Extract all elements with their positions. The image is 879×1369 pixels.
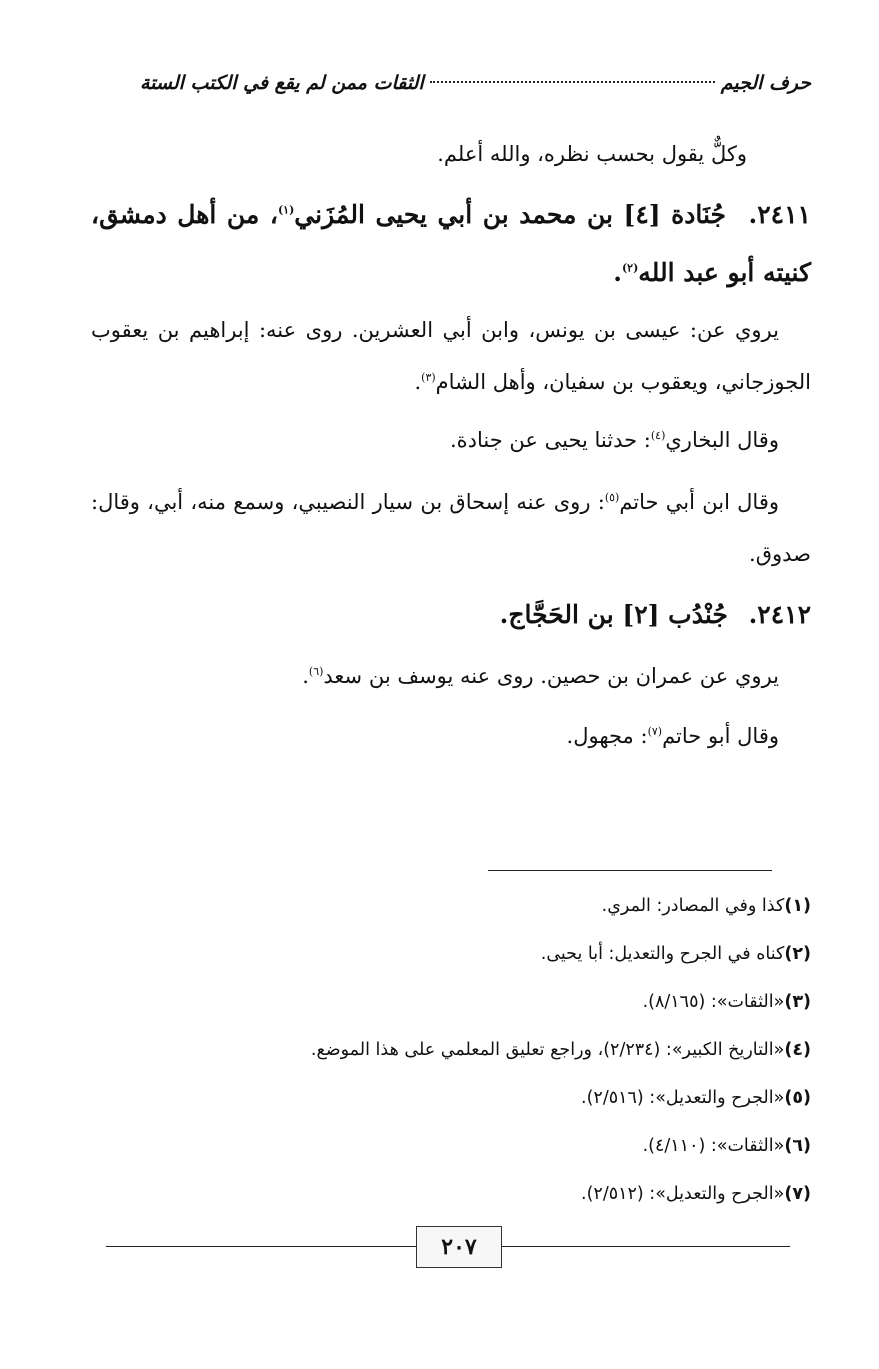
entry-heading-2412: [91, 586, 811, 644]
running-header: [140, 72, 811, 106]
footnote-ref: (٤): [650, 429, 666, 442]
entry-heading-end: .: [613, 258, 622, 287]
paragraph-text: وقال أبو حاتم: [662, 724, 779, 748]
entry-2411-paragraph-2: [91, 414, 811, 466]
paragraph-end: .: [302, 664, 309, 688]
paragraph-text: يروي عن: عيسى بن يونس، وابن أبي العشرين. روى عنه: إبراهيم بن يعقوب الجوزجاني، ويعقوب بن سفيان، وأهل الشام: [91, 318, 811, 394]
footnote-number: (٥): [784, 1088, 811, 1108]
footnote-text: «الثقات»: (٤/١١٠).: [642, 1136, 785, 1156]
footnote-item: [91, 978, 811, 1026]
entry-2411-paragraph-1: [91, 304, 811, 408]
entry-2411-paragraph-3: [91, 476, 811, 580]
footnote-number: (٧): [784, 1184, 811, 1204]
footnote-text: «الثقات»: (٨/١٦٥).: [642, 992, 785, 1012]
footnote-text: «التاريخ الكبير»: (٢/٢٣٤)، وراجع تعليق المعلمي على هذا الموضع.: [310, 1040, 785, 1060]
footer-rule-right: [500, 1246, 790, 1247]
paragraph-end: .: [414, 370, 422, 394]
header-chapter-title: حرف الجيم: [720, 72, 811, 94]
footnote-ref: (١): [277, 203, 295, 217]
footnote-ref: (٣): [421, 371, 436, 384]
footnote-number: (٢): [784, 944, 811, 964]
paragraph-text: : حدثنا يحيى عن جنادة.: [449, 428, 651, 452]
paragraph-text: وقال ابن أبي حاتم: [619, 490, 779, 514]
footnote-item: [91, 1122, 811, 1170]
page-number: ٢٠٧: [416, 1226, 502, 1268]
footnote-number: (٤): [784, 1040, 811, 1060]
entry-heading-2411: [91, 186, 811, 302]
footer-rule-left: [106, 1246, 418, 1247]
header-dot-leader: [430, 81, 715, 83]
footnote-item: [91, 882, 811, 930]
footnote-ref: (٧): [647, 725, 663, 738]
footnote-item: [91, 1170, 811, 1218]
header-book-title: الثقات ممن لم يقع في الكتب الستة: [140, 72, 424, 94]
intro-paragraph: [111, 128, 811, 180]
footnote-text: «الجرح والتعديل»: (٢/٥١٢).: [581, 1184, 785, 1204]
entry-number: ٢٤١١.: [748, 200, 811, 229]
footnote-number: (٣): [784, 992, 811, 1012]
footnote-ref: (٦): [308, 665, 324, 678]
footnote-ref: (٢): [621, 261, 639, 275]
paragraph-text: يروي عن عمران بن حصين. روى عنه يوسف بن سعد: [323, 664, 779, 688]
entry-heading-continuation: ، من أهل دمشق، كنيته أبو عبد الله: [91, 200, 811, 287]
footnote-item: [91, 1074, 811, 1122]
entry-2412-paragraph-1: [91, 650, 811, 702]
footnotes-list: [91, 882, 811, 1218]
footnote-item: [91, 930, 811, 978]
entry-2412-paragraph-2: [91, 710, 811, 762]
footnote-number: (١): [784, 896, 811, 916]
footnote-number: (٦): [784, 1136, 811, 1156]
footnote-text: «الجرح والتعديل»: (٢/٥١٦).: [581, 1088, 785, 1108]
paragraph-text: : مجهول.: [566, 724, 648, 748]
footnote-separator: [488, 870, 772, 871]
entry-number: ٢٤١٢.: [748, 600, 811, 629]
footnote-item: [91, 1026, 811, 1074]
paragraph-text: وقال البخاري: [665, 428, 779, 452]
footnote-text: كناه في الجرح والتعديل: أبا يحيى.: [540, 944, 785, 964]
paragraph-text: : روى عنه إسحاق بن سيار النصيبي، وسمع منه، أبي، وقال: صدوق.: [91, 490, 811, 566]
entry-name: جُنْدُب [٢] بن الحَجَّاج.: [499, 600, 728, 629]
entry-name: جُنَادة [٤] بن محمد بن أبي يحيى المُزَني: [294, 200, 726, 229]
footnote-text: كذا وفي المصادر: المري.: [601, 896, 785, 916]
footnote-ref: (٥): [604, 491, 620, 504]
intro-text: وكلٌّ يقول بحسب نظره، والله أعلم.: [437, 142, 747, 166]
